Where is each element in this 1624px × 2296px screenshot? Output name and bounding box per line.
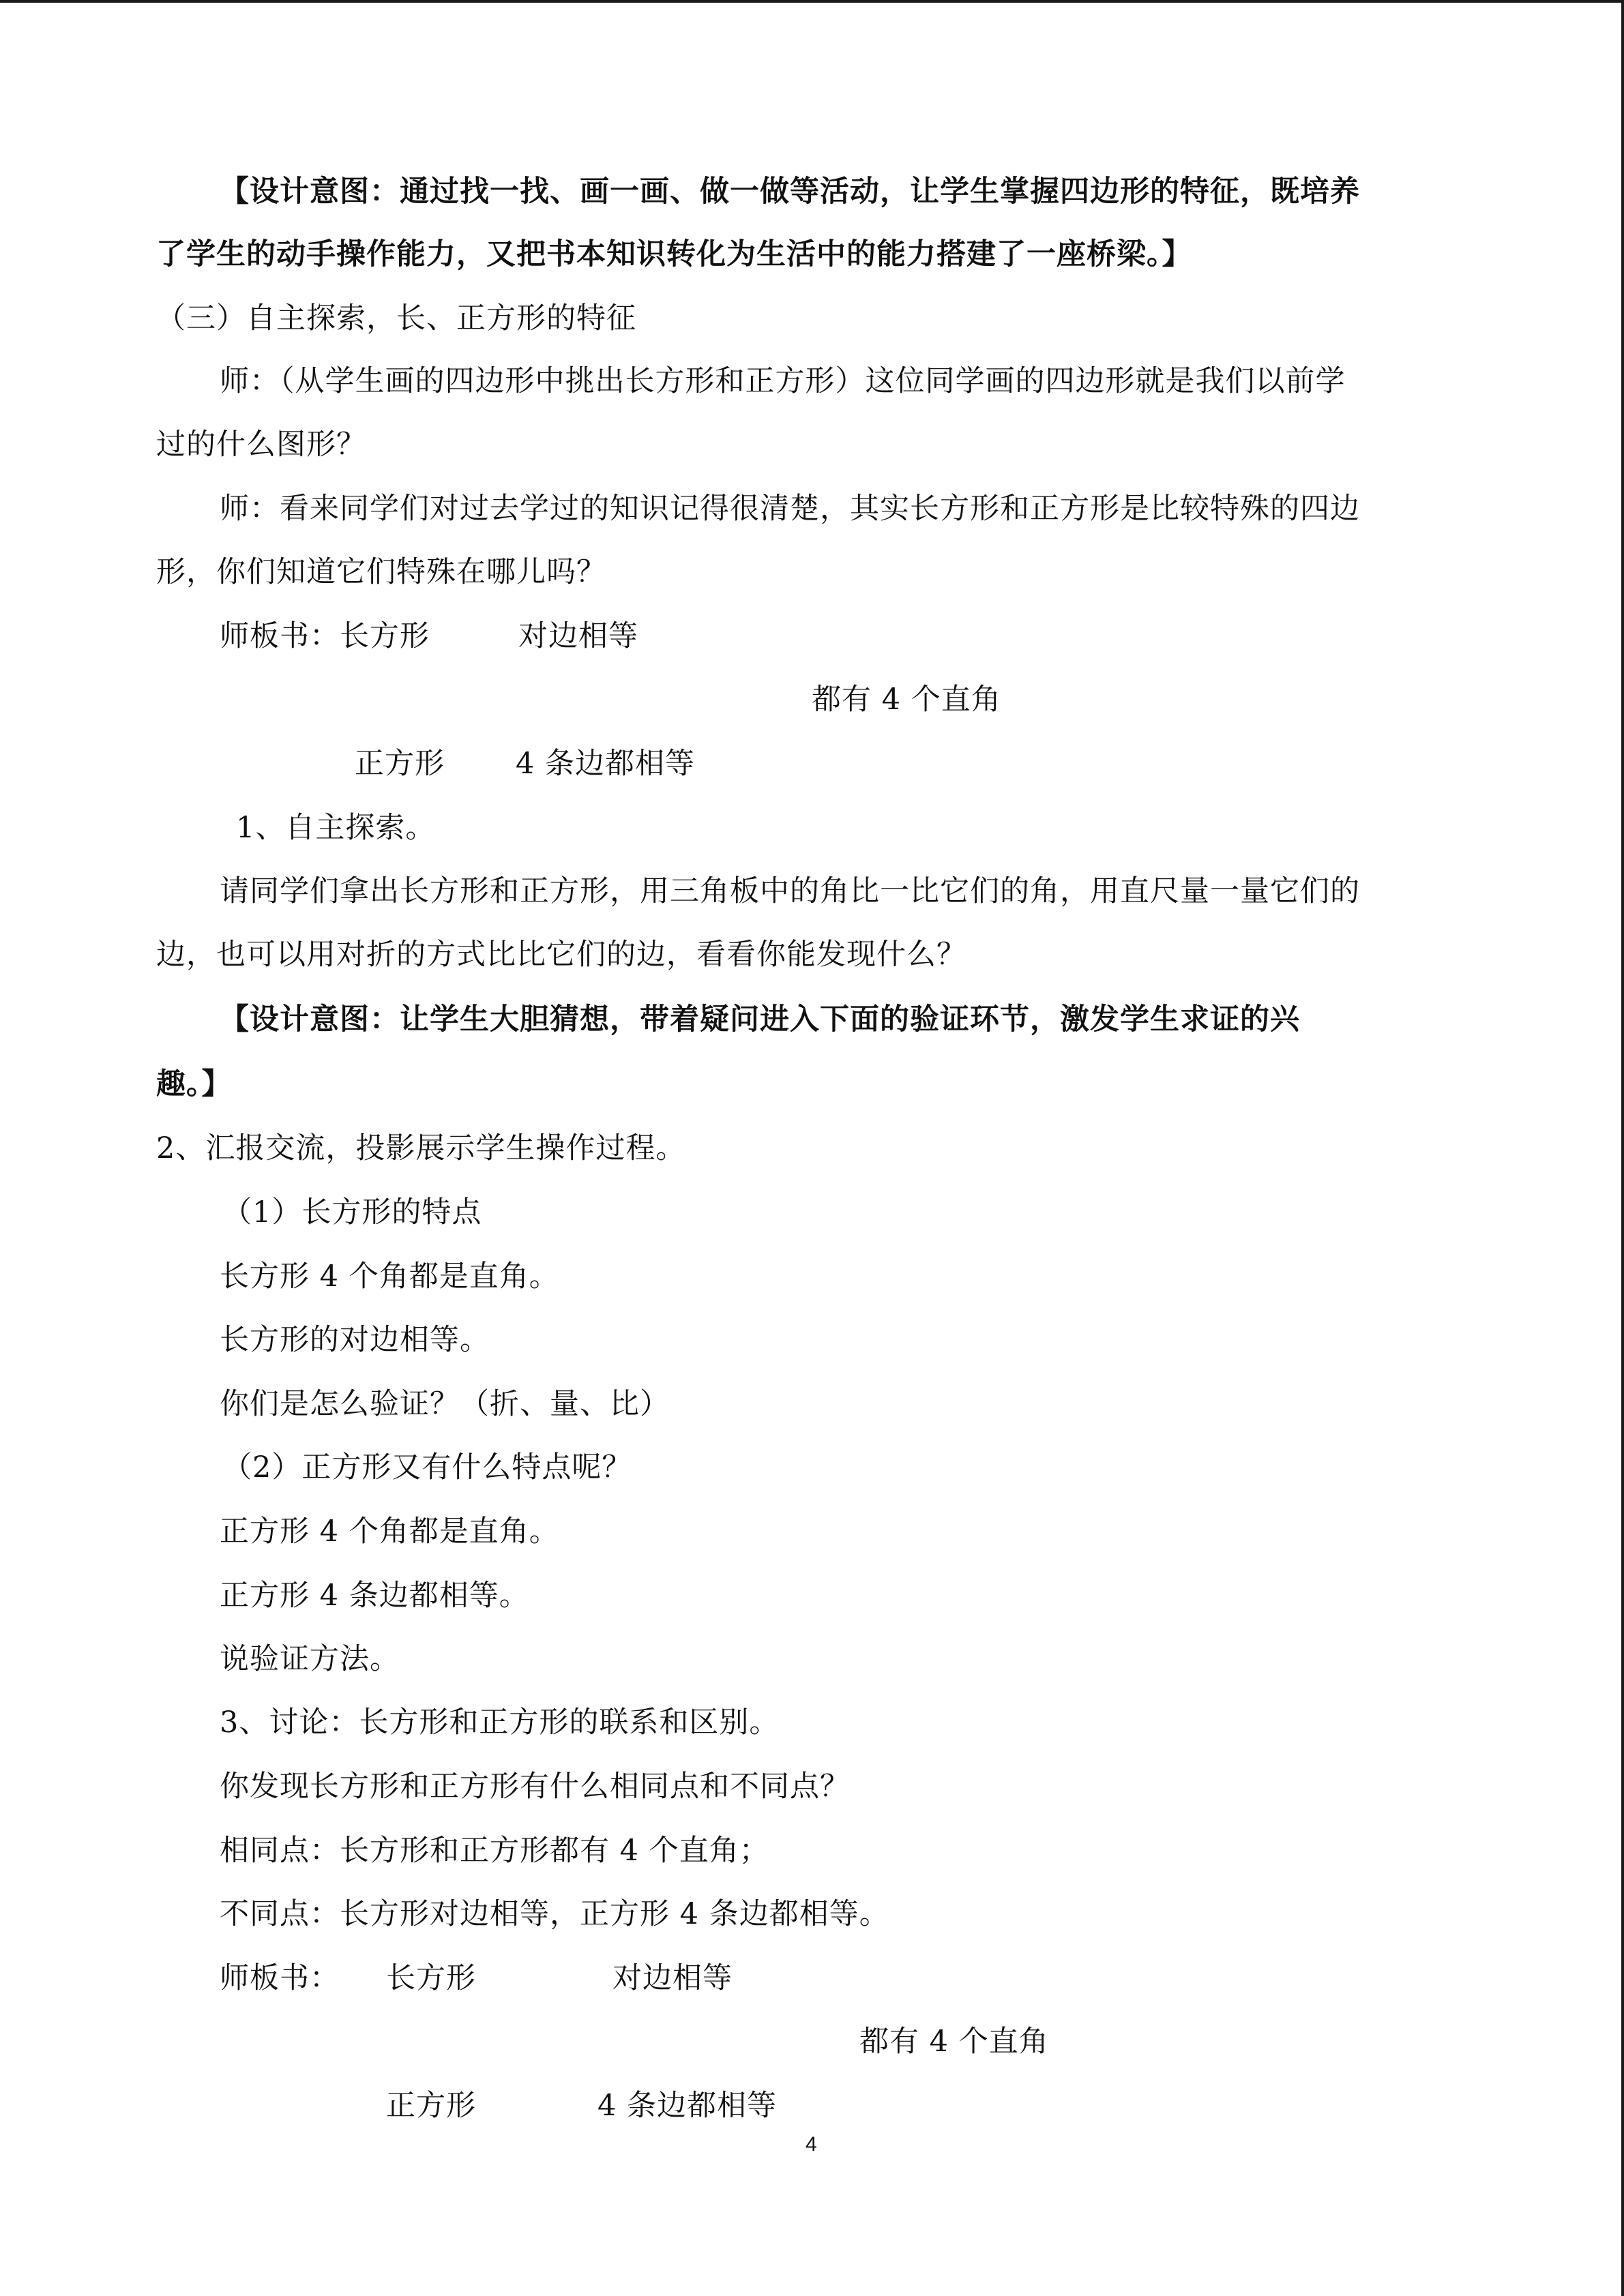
blackboard-common-1: 都有 4 个直角 bbox=[812, 683, 1001, 717]
square-features-heading: （2）正方形又有什么特点呢？ bbox=[222, 1450, 632, 1485]
step-3-question: 你发现长方形和正方形有什么相同点和不同点？ bbox=[220, 1770, 850, 1804]
blackboard-rect-prop-2: 对边相等 bbox=[612, 1961, 733, 1995]
design-intent-2-line-1: 【设计意图：让学生大胆猜想，带着疑问进入下面的验证环节，激发学生求证的兴 bbox=[220, 1002, 1300, 1037]
square-feature-2: 正方形 4 条边都相等。 bbox=[220, 1579, 529, 1613]
step-2-heading: 2、汇报交流，投影展示学生操作过程。 bbox=[156, 1131, 686, 1165]
similarity-line: 相同点：长方形和正方形都有 4 个直角； bbox=[220, 1834, 769, 1868]
step-1-line-1: 请同学们拿出长方形和正方形，用三角板中的角比一比它们的角，用直尺量一量它们的 bbox=[220, 874, 1360, 908]
rectangle-verify-question: 你们是怎么验证？（折、量、比） bbox=[220, 1387, 670, 1421]
right-border-line bbox=[1621, 0, 1624, 2296]
section-heading-3: （三）自主探索，长、正方形的特征 bbox=[156, 301, 636, 336]
teacher-line-1: 师：（从学生画的四边形中挑出长方形和正方形）这位同学画的四边形就是我们以前学 bbox=[220, 364, 1346, 398]
blackboard-square-label-1: 正方形 bbox=[355, 747, 445, 781]
blackboard-square-label-2: 正方形 bbox=[386, 2089, 476, 2123]
step-1-line-2: 边，也可以用对折的方式比比它们的边，看看你能发现什么？ bbox=[156, 938, 966, 972]
teacher-line-2: 师：看来同学们对过去学过的知识记得很清楚，其实长方形和正方形是比较特殊的四边 bbox=[220, 492, 1360, 526]
teacher-line-2-cont: 形，你们知道它们特殊在哪儿吗？ bbox=[156, 555, 606, 589]
blackboard-common-2: 都有 4 个直角 bbox=[859, 2025, 1049, 2059]
square-feature-1: 正方形 4 个角都是直角。 bbox=[220, 1515, 559, 1549]
blackboard-rect-prop-1: 对边相等 bbox=[518, 619, 638, 653]
rectangle-features-heading: （1）长方形的特点 bbox=[222, 1195, 482, 1229]
design-intent-line-1: 【设计意图：通过找一找、画一画、做一做等活动，让学生掌握四边形的特征，既培养 bbox=[220, 175, 1360, 209]
step-1-heading: 1、自主探索。 bbox=[236, 811, 436, 845]
top-border-line bbox=[0, 0, 1624, 3]
difference-line: 不同点：长方形对边相等，正方形 4 条边都相等。 bbox=[220, 1897, 889, 1931]
blackboard-label-1: 师板书：长方形 bbox=[220, 619, 430, 653]
blackboard-square-prop-2: 4 条边都相等 bbox=[597, 2089, 778, 2123]
design-intent-2-line-2: 趣。】 bbox=[156, 1067, 232, 1101]
teacher-line-1-cont: 过的什么图形？ bbox=[156, 428, 366, 462]
blackboard-square-prop-1: 4 条边都相等 bbox=[516, 747, 696, 781]
rectangle-feature-2: 长方形的对边相等。 bbox=[220, 1323, 490, 1357]
page-number: 4 bbox=[806, 2133, 817, 2156]
step-3-heading: 3、讨论：长方形和正方形的联系和区别。 bbox=[220, 1705, 780, 1740]
blackboard-label-2: 师板书： bbox=[220, 1961, 340, 1995]
blackboard-rect-label-2: 长方形 bbox=[386, 1961, 476, 1995]
rectangle-feature-1: 长方形 4 个角都是直角。 bbox=[220, 1259, 559, 1294]
verify-method: 说验证方法。 bbox=[220, 1642, 400, 1676]
design-intent-line-2: 了学生的动手操作能力，又把书本知识转化为生活中的能力搭建了一座桥梁。】 bbox=[156, 237, 1192, 271]
